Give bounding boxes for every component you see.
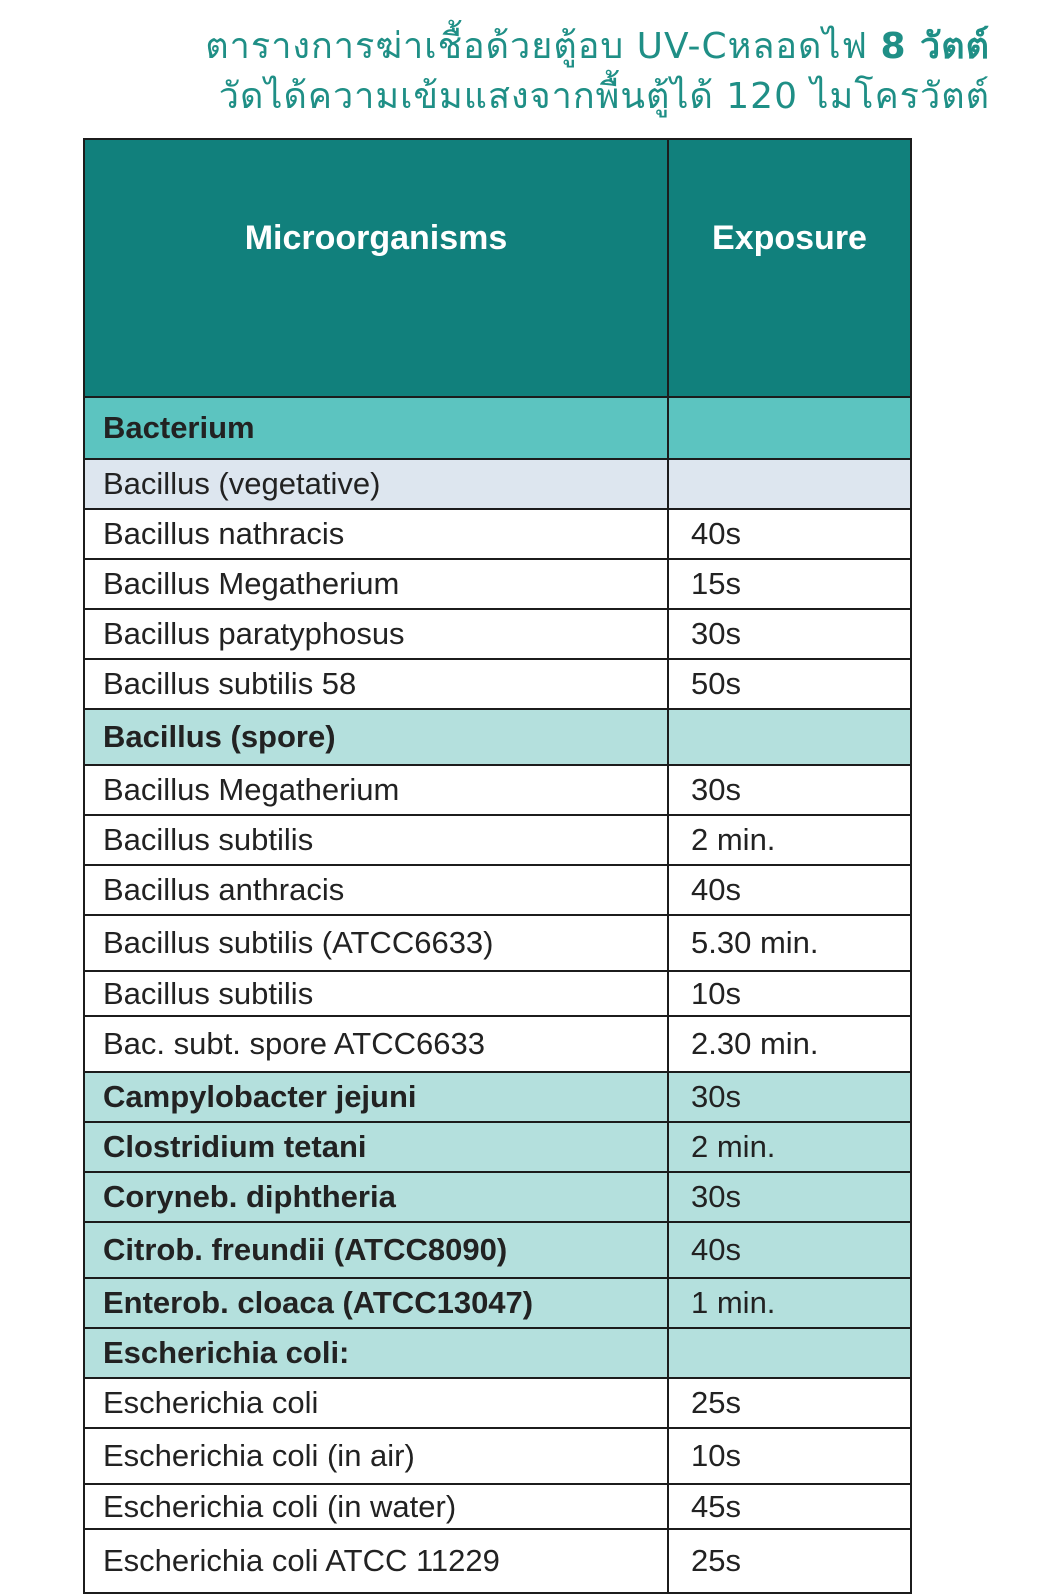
exposure-cell: 40s: [668, 865, 911, 915]
table-row: [84, 509, 911, 559]
table-row: [84, 1278, 911, 1328]
exposure-cell: 30s: [668, 765, 911, 815]
microorganism-cell: Citrob. freundii (ATCC8090): [84, 1222, 668, 1278]
exposure-cell: 10s: [668, 971, 911, 1016]
microorganism-cell: Bacillus subtilis: [84, 815, 668, 865]
exposure-cell: [668, 397, 911, 459]
microorganism-cell: Bacillus paratyphosus: [84, 609, 668, 659]
table-row: [84, 1484, 911, 1529]
exposure-cell: [668, 459, 911, 509]
microorganism-cell: Bac. subt. spore ATCC6633: [84, 1016, 668, 1072]
exposure-cell: 30s: [668, 1072, 911, 1122]
table-row: [84, 1328, 911, 1378]
exposure-cell: 1 min.: [668, 1278, 911, 1328]
exposure-cell: 30s: [668, 1172, 911, 1222]
microorganism-cell: Bacillus subtilis (ATCC6633): [84, 915, 668, 971]
uv-exposure-table: [83, 138, 912, 1594]
table-row: [84, 1016, 911, 1072]
microorganism-cell: Escherichia coli:: [84, 1328, 668, 1378]
exposure-cell: 30s: [668, 609, 911, 659]
table-row: [84, 1122, 911, 1172]
title-line-2: วัดได้ความเข้มแสงจากพื้นตู้ได้ 120 ไมโครวัตต์: [218, 76, 990, 117]
microorganism-cell: Enterob. cloaca (ATCC13047): [84, 1278, 668, 1328]
title-line-1-wattage: 8 วัตต์: [880, 26, 990, 67]
table-row: [84, 609, 911, 659]
microorganism-cell: Clostridium tetani: [84, 1122, 668, 1172]
exposure-cell: 10s: [668, 1428, 911, 1484]
table-row: [84, 1072, 911, 1122]
table-row: [84, 659, 911, 709]
microorganism-cell: Bacillus (spore): [84, 709, 668, 765]
microorganism-cell: Escherichia coli (in water): [84, 1484, 668, 1529]
table-row: [84, 709, 911, 765]
table-row: [84, 559, 911, 609]
microorganism-cell: Bacillus subtilis: [84, 971, 668, 1016]
microorganism-cell: Bacterium: [84, 397, 668, 459]
table-header-row: [84, 139, 911, 397]
microorganism-cell: Bacillus nathracis: [84, 509, 668, 559]
title-line-1-text: ตารางการฆ่าเชื้อด้วยตู้อบ UV-Cหลอดไฟ: [205, 26, 881, 67]
title-line-1: [205, 22, 990, 72]
table-row: [84, 1172, 911, 1222]
header-exposure: Exposure: [668, 139, 911, 397]
exposure-cell: 45s: [668, 1484, 911, 1529]
microorganism-cell: Bacillus Megatherium: [84, 559, 668, 609]
table-row: [84, 1529, 911, 1593]
exposure-cell: 15s: [668, 559, 911, 609]
exposure-cell: 40s: [668, 1222, 911, 1278]
table-row: [84, 915, 911, 971]
microorganism-cell: Escherichia coli (in air): [84, 1428, 668, 1484]
exposure-cell: 40s: [668, 509, 911, 559]
microorganism-cell: Escherichia coli ATCC 11229: [84, 1529, 668, 1593]
exposure-cell: 5.30 min.: [668, 915, 911, 971]
table-row: [84, 397, 911, 459]
table-row: [84, 1378, 911, 1428]
table-row: [84, 459, 911, 509]
microorganism-cell: Escherichia coli: [84, 1378, 668, 1428]
microorganism-cell: Coryneb. diphtheria: [84, 1172, 668, 1222]
exposure-cell: [668, 1328, 911, 1378]
table-body: [84, 397, 911, 1593]
microorganism-cell: Campylobacter jejuni: [84, 1072, 668, 1122]
table-row: [84, 1428, 911, 1484]
table-row: [84, 971, 911, 1016]
exposure-cell: [668, 709, 911, 765]
table-row: [84, 765, 911, 815]
exposure-cell: 2 min.: [668, 815, 911, 865]
microorganism-cell: Bacillus subtilis 58: [84, 659, 668, 709]
header-microorganisms: Microorganisms: [84, 139, 668, 397]
table-row: [84, 865, 911, 915]
exposure-cell: 25s: [668, 1378, 911, 1428]
exposure-cell: 2 min.: [668, 1122, 911, 1172]
microorganism-cell: Bacillus Megatherium: [84, 765, 668, 815]
microorganism-cell: Bacillus (vegetative): [84, 459, 668, 509]
exposure-cell: 2.30 min.: [668, 1016, 911, 1072]
exposure-cell: 50s: [668, 659, 911, 709]
exposure-cell: 25s: [668, 1529, 911, 1593]
microorganism-cell: Bacillus anthracis: [84, 865, 668, 915]
table-row: [84, 1222, 911, 1278]
page-title: [205, 22, 990, 122]
table-row: [84, 815, 911, 865]
